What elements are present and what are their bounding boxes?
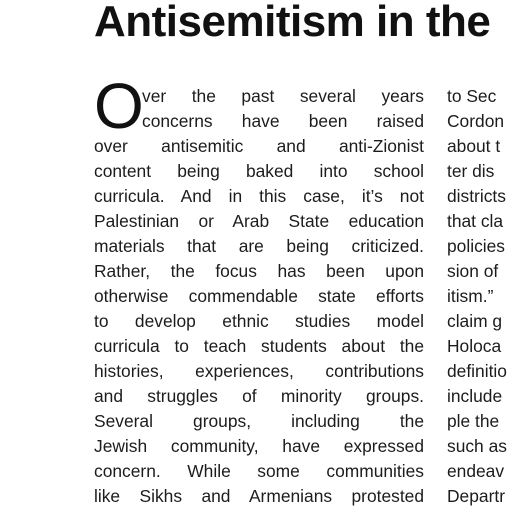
text-line: Palestinian or Arab State education [94,211,424,231]
text-line: and struggles of minority groups. [94,386,424,406]
text-line: ver the past several years [142,86,424,106]
text-line: content being baked into school [94,161,424,181]
text-line: definitio [447,361,507,381]
text-line: materials that are being criticized. [94,236,424,256]
text-line: Holoca [447,336,502,356]
article-column-2 [447,84,512,509]
text-line: such as [447,436,507,456]
text-line: endeav [447,461,505,481]
text-line: curricula. And in this case, it’s not [94,186,424,206]
drop-cap: O [94,70,144,142]
text-line: Cordon [447,111,505,131]
text-line: include [447,386,503,406]
text-line: histories, experiences, contributions [94,361,424,381]
text-line: Departr [447,486,505,506]
text-line: claim g [447,311,503,331]
text-line: to Sec [447,86,497,106]
text-line: sion of [447,261,499,281]
text-line: Jewish community, have expressed [94,436,424,456]
text-line: concern. While some communities [94,461,424,481]
article-column-1 [94,84,424,509]
text-line: ple the [447,411,500,431]
text-line: Several groups, including the [94,411,424,431]
text-line: that cla [447,211,504,231]
text-line: curricula to teach students about the [94,336,424,356]
text-line: concerns have been raised [142,111,424,131]
text-line: ter dis [447,161,495,181]
text-line: policies [447,236,505,256]
text-line: to develop ethnic studies model [94,311,424,331]
text-line: otherwise commendable state efforts [94,286,424,306]
text-line: about t [447,136,501,156]
text-line: districts [447,186,506,206]
text-line: over antisemitic and anti-Zionist [94,136,424,156]
article-headline: Antisemitism in the [94,0,491,46]
text-line: Rather, the focus has been upon [94,261,424,281]
text-line: itism.” [447,286,494,306]
text-line: like Sikhs and Armenians protested [94,486,424,506]
